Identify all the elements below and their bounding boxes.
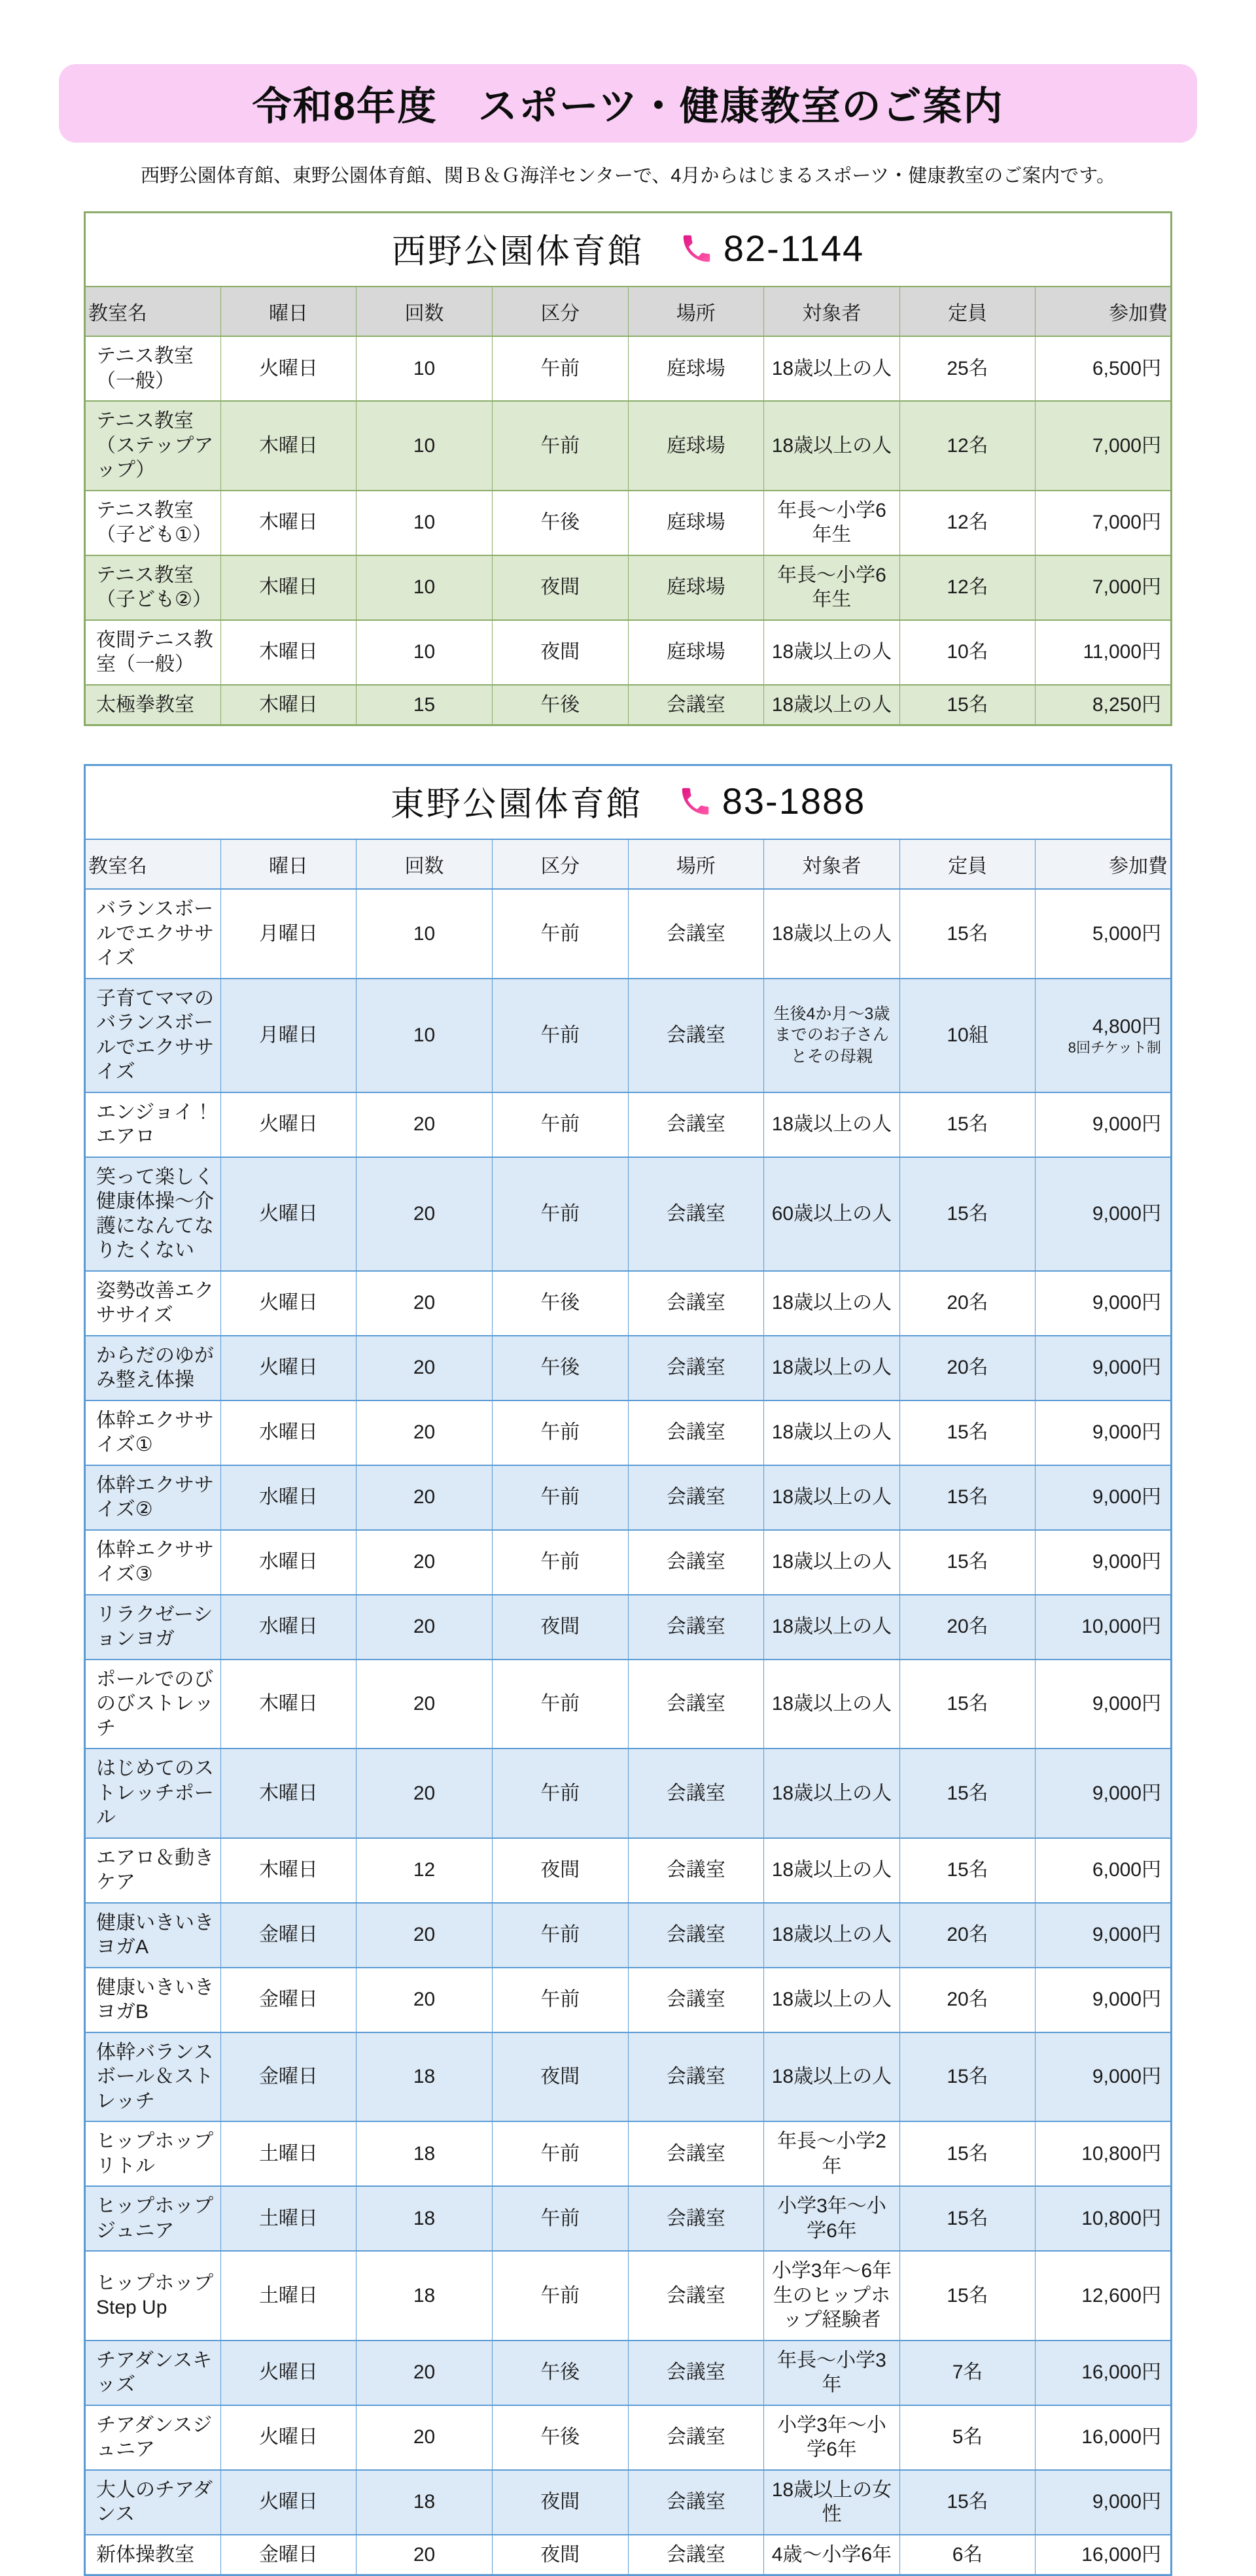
cell-slot: 夜間 bbox=[492, 555, 628, 620]
cell-capacity: 15名 bbox=[899, 1401, 1036, 1465]
cell-capacity: 7名 bbox=[899, 2341, 1036, 2405]
cell-name: ヒップホップジュニア bbox=[85, 2186, 221, 2251]
cell-day: 月曜日 bbox=[220, 889, 357, 979]
cell-slot: 午前 bbox=[492, 336, 628, 401]
cell-fee: 9,000円 bbox=[1036, 1903, 1172, 1968]
table-row bbox=[85, 1530, 1172, 1595]
cell-name: チアダンスジュニア bbox=[85, 2405, 221, 2470]
cell-day: 火曜日 bbox=[220, 1336, 357, 1401]
facility-title-row bbox=[85, 765, 1172, 840]
table-row bbox=[85, 491, 1172, 555]
cell-slot: 夜間 bbox=[492, 1595, 628, 1660]
cell-slot: 午前 bbox=[492, 1092, 628, 1157]
cell-slot: 午前 bbox=[492, 2251, 628, 2341]
cell-slot: 午後 bbox=[492, 685, 628, 725]
page-subtitle: 西野公園体育館、東野公園体育館、関Ｂ＆Ｇ海洋センターで、4月からはじまるスポーツ・健康教室のご案内です。 bbox=[141, 165, 1115, 186]
table-row bbox=[85, 401, 1172, 491]
column-header: 定員 bbox=[899, 839, 1036, 889]
cell-day: 木曜日 bbox=[220, 1749, 357, 1838]
cell-slot: 午後 bbox=[492, 491, 628, 555]
cell-capacity: 15名 bbox=[899, 1465, 1036, 1530]
cell-target: 小学3年～小学6年 bbox=[764, 2186, 900, 2251]
class-schedule-table-higashino bbox=[84, 764, 1172, 2576]
cell-times: 10 bbox=[357, 401, 493, 491]
cell-day: 木曜日 bbox=[220, 620, 357, 685]
cell-place: 会議室 bbox=[628, 1465, 764, 1530]
cell-place: 会議室 bbox=[628, 1271, 764, 1336]
cell-capacity: 12名 bbox=[899, 491, 1036, 555]
column-header: 区分 bbox=[492, 287, 628, 336]
facility-title-row bbox=[85, 213, 1172, 287]
cell-day: 水曜日 bbox=[220, 1465, 357, 1530]
cell-target: 18歳以上の人 bbox=[764, 1903, 900, 1968]
cell-name: テニス教室（一般） bbox=[85, 336, 221, 401]
cell-slot: 午前 bbox=[492, 1465, 628, 1530]
cell-fee: 9,000円 bbox=[1036, 1530, 1172, 1595]
cell-target: 18歳以上の人 bbox=[764, 1595, 900, 1660]
column-header: 教室名 bbox=[85, 287, 221, 336]
cell-place: 会議室 bbox=[628, 1595, 764, 1660]
cell-target: 18歳以上の人 bbox=[764, 889, 900, 979]
cell-capacity: 15名 bbox=[899, 1749, 1036, 1838]
cell-target: 18歳以上の人 bbox=[764, 1271, 900, 1336]
table-row bbox=[85, 2032, 1172, 2122]
cell-place: 会議室 bbox=[628, 1092, 764, 1157]
cell-target: 小学3年～6年生のヒップホップ経験者 bbox=[764, 2251, 900, 2341]
cell-name: テニス教室（子ども①） bbox=[85, 491, 221, 555]
cell-fee: 5,000円 bbox=[1036, 889, 1172, 979]
cell-name: 体幹エクササイズ① bbox=[85, 1401, 221, 1465]
cell-slot: 午前 bbox=[492, 1968, 628, 2032]
cell-name: はじめてのストレッチポール bbox=[85, 1749, 221, 1838]
column-header: 回数 bbox=[357, 287, 493, 336]
cell-times: 10 bbox=[357, 979, 493, 1092]
cell-times: 18 bbox=[357, 2470, 493, 2535]
cell-day: 金曜日 bbox=[220, 1968, 357, 2032]
facility-name: 西野公園体育館 bbox=[391, 233, 644, 271]
cell-capacity: 20名 bbox=[899, 1336, 1036, 1401]
cell-times: 18 bbox=[357, 2032, 493, 2122]
cell-place: 庭球場 bbox=[628, 555, 764, 620]
column-header: 参加費 bbox=[1036, 287, 1172, 336]
cell-day: 土曜日 bbox=[220, 2186, 357, 2251]
cell-slot: 午前 bbox=[492, 1401, 628, 1465]
phone-number: 82-1144 bbox=[723, 228, 865, 269]
cell-times: 20 bbox=[357, 1157, 493, 1271]
cell-slot: 午前 bbox=[492, 2186, 628, 2251]
cell-place: 会議室 bbox=[628, 1336, 764, 1401]
cell-fee: 9,000円 bbox=[1036, 1157, 1172, 1271]
cell-capacity: 10名 bbox=[899, 620, 1036, 685]
cell-times: 20 bbox=[357, 1092, 493, 1157]
table-row bbox=[85, 555, 1172, 620]
cell-slot: 午前 bbox=[492, 1660, 628, 1749]
cell-fee: 10,000円 bbox=[1036, 1595, 1172, 1660]
column-header: 場所 bbox=[628, 287, 764, 336]
cell-fee: 9,000円 bbox=[1036, 1465, 1172, 1530]
cell-day: 火曜日 bbox=[220, 2405, 357, 2470]
cell-slot: 夜間 bbox=[492, 1838, 628, 1903]
flyer-page bbox=[0, 64, 1256, 2576]
table-row bbox=[85, 1838, 1172, 1903]
cell-capacity: 10組 bbox=[899, 979, 1036, 1092]
cell-target: 18歳以上の女性 bbox=[764, 2470, 900, 2535]
cell-capacity: 15名 bbox=[899, 1092, 1036, 1157]
cell-target: 18歳以上の人 bbox=[764, 1660, 900, 1749]
table-row bbox=[85, 889, 1172, 979]
cell-place: 会議室 bbox=[628, 2405, 764, 2470]
cell-target: 18歳以上の人 bbox=[764, 401, 900, 491]
cell-times: 20 bbox=[357, 1271, 493, 1336]
table-row bbox=[85, 2341, 1172, 2405]
cell-fee: 7,000円 bbox=[1036, 555, 1172, 620]
cell-fee: 9,000円 bbox=[1036, 1271, 1172, 1336]
table-row bbox=[85, 2186, 1172, 2251]
cell-target: 18歳以上の人 bbox=[764, 336, 900, 401]
cell-slot: 午後 bbox=[492, 2341, 628, 2405]
cell-fee: 9,000円 bbox=[1036, 1336, 1172, 1401]
table-row bbox=[85, 685, 1172, 725]
cell-place: 会議室 bbox=[628, 979, 764, 1092]
cell-day: 水曜日 bbox=[220, 1595, 357, 1660]
cell-target: 18歳以上の人 bbox=[764, 1336, 900, 1401]
cell-capacity: 20名 bbox=[899, 1271, 1036, 1336]
cell-fee: 16,000円 bbox=[1036, 2405, 1172, 2470]
cell-target: 年長～小学6年生 bbox=[764, 491, 900, 555]
cell-name: チアダンスキッズ bbox=[85, 2341, 221, 2405]
cell-fee: 8,250円 bbox=[1036, 685, 1172, 725]
cell-times: 10 bbox=[357, 620, 493, 685]
cell-name: 体幹バランスボール＆ストレッチ bbox=[85, 2032, 221, 2122]
cell-slot: 午後 bbox=[492, 1271, 628, 1336]
cell-fee: 7,000円 bbox=[1036, 491, 1172, 555]
cell-place: 会議室 bbox=[628, 1530, 764, 1595]
cell-times: 20 bbox=[357, 2341, 493, 2405]
cell-times: 18 bbox=[357, 2121, 493, 2186]
cell-day: 木曜日 bbox=[220, 1660, 357, 1749]
cell-fee: 6,000円 bbox=[1036, 1838, 1172, 1903]
cell-day: 金曜日 bbox=[220, 2032, 357, 2122]
cell-capacity: 25名 bbox=[899, 336, 1036, 401]
cell-place: 会議室 bbox=[628, 1401, 764, 1465]
cell-place: 庭球場 bbox=[628, 620, 764, 685]
cell-place: 会議室 bbox=[628, 1660, 764, 1749]
column-header: 回数 bbox=[357, 839, 493, 889]
cell-place: 会議室 bbox=[628, 2121, 764, 2186]
cell-place: 会議室 bbox=[628, 2341, 764, 2405]
cell-place: 庭球場 bbox=[628, 401, 764, 491]
cell-target: 18歳以上の人 bbox=[764, 685, 900, 725]
cell-day: 土曜日 bbox=[220, 2251, 357, 2341]
cell-target: 年長～小学6年生 bbox=[764, 555, 900, 620]
cell-capacity: 12名 bbox=[899, 401, 1036, 491]
cell-slot: 夜間 bbox=[492, 620, 628, 685]
cell-place: 会議室 bbox=[628, 1749, 764, 1838]
table-row bbox=[85, 2121, 1172, 2186]
cell-place: 庭球場 bbox=[628, 491, 764, 555]
cell-target: 18歳以上の人 bbox=[764, 1465, 900, 1530]
table-row bbox=[85, 1903, 1172, 1968]
cell-fee: 6,500円 bbox=[1036, 336, 1172, 401]
column-header: 場所 bbox=[628, 839, 764, 889]
cell-times: 20 bbox=[357, 1530, 493, 1595]
column-header: 曜日 bbox=[220, 839, 357, 889]
cell-day: 火曜日 bbox=[220, 1092, 357, 1157]
cell-times: 20 bbox=[357, 1465, 493, 1530]
cell-place: 会議室 bbox=[628, 2186, 764, 2251]
cell-capacity: 15名 bbox=[899, 2121, 1036, 2186]
cell-place: 会議室 bbox=[628, 889, 764, 979]
cell-fee: 9,000円 bbox=[1036, 1749, 1172, 1838]
cell-times: 20 bbox=[357, 1336, 493, 1401]
cell-times: 20 bbox=[357, 2405, 493, 2470]
cell-day: 火曜日 bbox=[220, 2470, 357, 2535]
cell-target: 18歳以上の人 bbox=[764, 620, 900, 685]
table-row bbox=[85, 336, 1172, 401]
cell-name: バランスボールでエクササイズ bbox=[85, 889, 221, 979]
cell-times: 10 bbox=[357, 491, 493, 555]
cell-name: エアロ＆動きケア bbox=[85, 1838, 221, 1903]
cell-day: 水曜日 bbox=[220, 1401, 357, 1465]
cell-name: ヒップホップリトル bbox=[85, 2121, 221, 2186]
cell-fee: 16,000円 bbox=[1036, 2535, 1172, 2575]
cell-times: 20 bbox=[357, 1749, 493, 1838]
page-title-banner bbox=[59, 64, 1197, 143]
cell-fee: 9,000円 bbox=[1036, 1401, 1172, 1465]
cell-name: 太極拳教室 bbox=[85, 685, 221, 725]
phone-icon bbox=[678, 784, 713, 819]
table-row bbox=[85, 2470, 1172, 2535]
cell-times: 15 bbox=[357, 685, 493, 725]
table-row bbox=[85, 620, 1172, 685]
cell-times: 10 bbox=[357, 336, 493, 401]
cell-name: 笑って楽しく健康体操～介護になんてなりたくない bbox=[85, 1157, 221, 1271]
table-row bbox=[85, 1271, 1172, 1336]
cell-fee: 9,000円 bbox=[1036, 2470, 1172, 2535]
cell-name: 健康いきいきヨガA bbox=[85, 1903, 221, 1968]
cell-slot: 夜間 bbox=[492, 2470, 628, 2535]
cell-fee: 12,600円 bbox=[1036, 2251, 1172, 2341]
cell-slot: 午前 bbox=[492, 1903, 628, 1968]
column-header: 対象者 bbox=[764, 287, 900, 336]
cell-day: 水曜日 bbox=[220, 1530, 357, 1595]
cell-times: 18 bbox=[357, 2251, 493, 2341]
cell-slot: 夜間 bbox=[492, 2535, 628, 2575]
cell-name: 子育てママのバランスボールでエクササイズ bbox=[85, 979, 221, 1092]
cell-fee: 9,000円 bbox=[1036, 1660, 1172, 1749]
cell-name: テニス教室（子ども②） bbox=[85, 555, 221, 620]
cell-times: 20 bbox=[357, 1595, 493, 1660]
page-title: 令和8年度 スポーツ・健康教室のご案内 bbox=[252, 84, 1004, 128]
table-row bbox=[85, 1336, 1172, 1401]
cell-times: 20 bbox=[357, 1903, 493, 1968]
cell-target: 60歳以上の人 bbox=[764, 1157, 900, 1271]
facility-name: 東野公園体育館 bbox=[390, 786, 642, 824]
cell-times: 10 bbox=[357, 555, 493, 620]
cell-name: 新体操教室 bbox=[85, 2535, 221, 2575]
cell-slot: 午前 bbox=[492, 979, 628, 1092]
cell-day: 火曜日 bbox=[220, 1271, 357, 1336]
cell-place: 会議室 bbox=[628, 1838, 764, 1903]
cell-slot: 午前 bbox=[492, 1530, 628, 1595]
cell-capacity: 15名 bbox=[899, 1530, 1036, 1595]
cell-fee: 11,000円 bbox=[1036, 620, 1172, 685]
cell-target: 小学3年～小学6年 bbox=[764, 2405, 900, 2470]
cell-place: 庭球場 bbox=[628, 336, 764, 401]
cell-day: 火曜日 bbox=[220, 1157, 357, 1271]
cell-capacity: 15名 bbox=[899, 889, 1036, 979]
cell-name: エンジョイ！エアロ bbox=[85, 1092, 221, 1157]
cell-day: 木曜日 bbox=[220, 555, 357, 620]
cell-name: からだのゆがみ整え体操 bbox=[85, 1336, 221, 1401]
cell-day: 月曜日 bbox=[220, 979, 357, 1092]
cell-slot: 午前 bbox=[492, 401, 628, 491]
cell-times: 10 bbox=[357, 889, 493, 979]
cell-target: 18歳以上の人 bbox=[764, 2032, 900, 2122]
facility-section-higashino bbox=[84, 764, 1172, 2576]
cell-name: リラクゼーションヨガ bbox=[85, 1595, 221, 1660]
cell-name: テニス教室（ステップアップ） bbox=[85, 401, 221, 491]
cell-name: 大人のチアダンス bbox=[85, 2470, 221, 2535]
column-header-row bbox=[85, 839, 1172, 889]
cell-slot: 午前 bbox=[492, 889, 628, 979]
table-row bbox=[85, 1465, 1172, 1530]
phone-number: 83-1888 bbox=[722, 780, 866, 822]
cell-place: 会議室 bbox=[628, 2032, 764, 2122]
cell-capacity: 20名 bbox=[899, 1595, 1036, 1660]
table-row bbox=[85, 1157, 1172, 1271]
cell-target: 18歳以上の人 bbox=[764, 1838, 900, 1903]
cell-times: 12 bbox=[357, 1838, 493, 1903]
cell-day: 木曜日 bbox=[220, 1838, 357, 1903]
cell-place: 会議室 bbox=[628, 2470, 764, 2535]
cell-place: 会議室 bbox=[628, 685, 764, 725]
cell-capacity: 15名 bbox=[899, 1157, 1036, 1271]
cell-slot: 午前 bbox=[492, 2121, 628, 2186]
cell-capacity: 15名 bbox=[899, 2470, 1036, 2535]
cell-name: 体幹エクササイズ② bbox=[85, 1465, 221, 1530]
cell-capacity: 15名 bbox=[899, 1838, 1036, 1903]
cell-target: 年長～小学3年 bbox=[764, 2341, 900, 2405]
cell-capacity: 6名 bbox=[899, 2535, 1036, 2575]
cell-name: ヒップホップStep Up bbox=[85, 2251, 221, 2341]
cell-fee: 16,000円 bbox=[1036, 2341, 1172, 2405]
class-schedule-table-nishino bbox=[84, 211, 1172, 726]
cell-name: 体幹エクササイズ③ bbox=[85, 1530, 221, 1595]
table-row bbox=[85, 1660, 1172, 1749]
cell-target: 生後4か月～3歳までのお子さんとその母親 bbox=[764, 979, 900, 1092]
cell-capacity: 5名 bbox=[899, 2405, 1036, 2470]
cell-capacity: 15名 bbox=[899, 685, 1036, 725]
cell-slot: 午後 bbox=[492, 1336, 628, 1401]
table-row bbox=[85, 1401, 1172, 1465]
cell-capacity: 15名 bbox=[899, 1660, 1036, 1749]
column-header: 参加費 bbox=[1036, 839, 1172, 889]
cell-day: 木曜日 bbox=[220, 685, 357, 725]
facility-section-nishino bbox=[84, 211, 1172, 726]
cell-target: 18歳以上の人 bbox=[764, 1749, 900, 1838]
table-row bbox=[85, 979, 1172, 1092]
cell-capacity: 20名 bbox=[899, 1968, 1036, 2032]
cell-place: 会議室 bbox=[628, 2251, 764, 2341]
table-row bbox=[85, 1092, 1172, 1157]
column-header: 定員 bbox=[899, 287, 1036, 336]
cell-day: 木曜日 bbox=[220, 491, 357, 555]
column-header: 対象者 bbox=[764, 839, 900, 889]
cell-name: 姿勢改善エクササイズ bbox=[85, 1271, 221, 1336]
column-header: 曜日 bbox=[220, 287, 357, 336]
cell-target: 18歳以上の人 bbox=[764, 1092, 900, 1157]
cell-slot: 午後 bbox=[492, 2405, 628, 2470]
cell-fee: 9,000円 bbox=[1036, 1092, 1172, 1157]
column-header: 区分 bbox=[492, 839, 628, 889]
table-row bbox=[85, 2535, 1172, 2575]
table-row bbox=[85, 1968, 1172, 2032]
cell-target: 4歳～小学6年 bbox=[764, 2535, 900, 2575]
cell-target: 18歳以上の人 bbox=[764, 1401, 900, 1465]
cell-capacity: 15名 bbox=[899, 2186, 1036, 2251]
cell-times: 18 bbox=[357, 2186, 493, 2251]
cell-slot: 午前 bbox=[492, 1749, 628, 1838]
column-header: 教室名 bbox=[85, 839, 221, 889]
phone-icon bbox=[679, 231, 714, 266]
cell-target: 年長～小学2年 bbox=[764, 2121, 900, 2186]
table-body bbox=[85, 336, 1172, 725]
cell-slot: 夜間 bbox=[492, 2032, 628, 2122]
cell-day: 土曜日 bbox=[220, 2121, 357, 2186]
cell-name: 夜間テニス教室（一般） bbox=[85, 620, 221, 685]
cell-capacity: 20名 bbox=[899, 1903, 1036, 1968]
cell-capacity: 15名 bbox=[899, 2032, 1036, 2122]
cell-place: 会議室 bbox=[628, 2535, 764, 2575]
cell-times: 20 bbox=[357, 2535, 493, 2575]
cell-name: 健康いきいきヨガB bbox=[85, 1968, 221, 2032]
cell-times: 20 bbox=[357, 1401, 493, 1465]
column-header-row bbox=[85, 287, 1172, 336]
cell-day: 金曜日 bbox=[220, 1903, 357, 1968]
table-row bbox=[85, 2251, 1172, 2341]
cell-slot: 午前 bbox=[492, 1157, 628, 1271]
cell-fee: 9,000円 bbox=[1036, 1968, 1172, 2032]
cell-capacity: 15名 bbox=[899, 2251, 1036, 2341]
table-row bbox=[85, 2405, 1172, 2470]
cell-fee: 4,800円 8回チケット制 bbox=[1036, 979, 1172, 1092]
cell-day: 火曜日 bbox=[220, 2341, 357, 2405]
cell-place: 会議室 bbox=[628, 1968, 764, 2032]
cell-day: 木曜日 bbox=[220, 401, 357, 491]
table-row bbox=[85, 1595, 1172, 1660]
cell-target: 18歳以上の人 bbox=[764, 1530, 900, 1595]
cell-capacity: 12名 bbox=[899, 555, 1036, 620]
cell-day: 火曜日 bbox=[220, 336, 357, 401]
cell-name: ポールでのびのびストレッチ bbox=[85, 1660, 221, 1749]
cell-fee: 7,000円 bbox=[1036, 401, 1172, 491]
cell-target: 18歳以上の人 bbox=[764, 1968, 900, 2032]
cell-place: 会議室 bbox=[628, 1157, 764, 1271]
cell-fee: 9,000円 bbox=[1036, 2032, 1172, 2122]
cell-times: 20 bbox=[357, 1660, 493, 1749]
cell-times: 20 bbox=[357, 1968, 493, 2032]
cell-fee: 10,800円 bbox=[1036, 2186, 1172, 2251]
cell-day: 金曜日 bbox=[220, 2535, 357, 2575]
table-row bbox=[85, 1749, 1172, 1838]
cell-fee: 10,800円 bbox=[1036, 2121, 1172, 2186]
cell-place: 会議室 bbox=[628, 1903, 764, 1968]
table-body bbox=[85, 889, 1172, 2575]
